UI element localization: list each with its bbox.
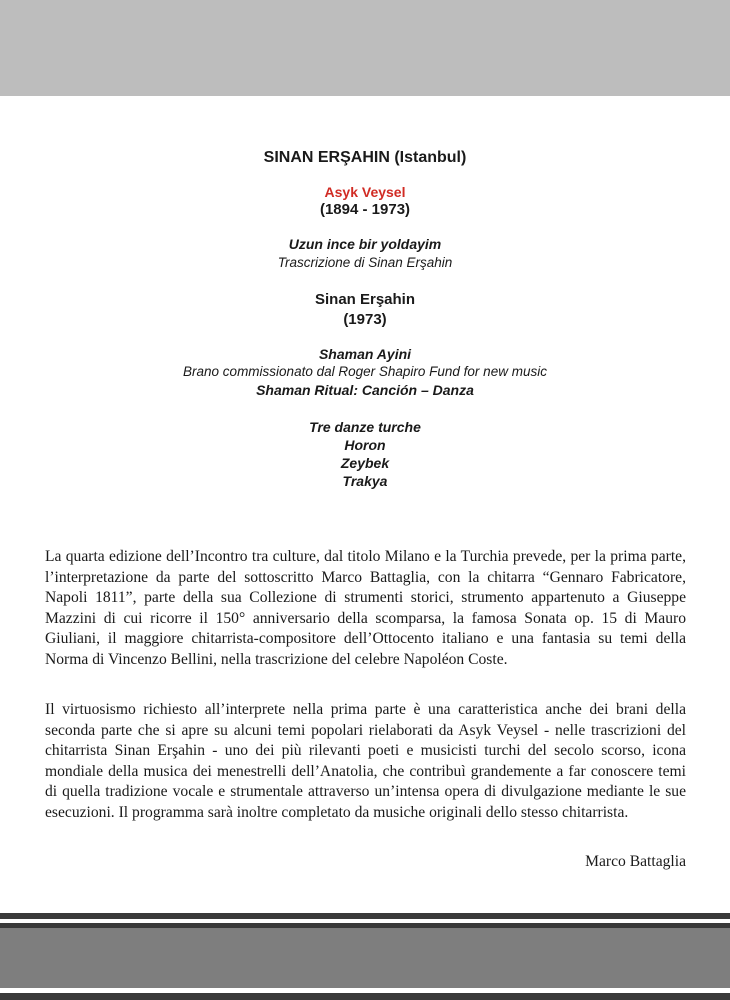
paragraph-second-part: Il virtuosismo richiesto all’interprete nella prima parte è una caratteristica anche dei brani della seconda parte che si apre su alcuni temi popolari rielaborati da Asyk Veysel - nelle trascrizioni del chitarrista Sinan Erşahin - uno dei più rilevanti poeti e musicisti turchi del secolo scorso, icona mondiale della musica dei menestrelli dell’Anatolia, che contribuì grandemente a far conoscere temi di quella tradizione vocale e strumentale attraverso un’intensa opera di divulgazione mediante le sue esecuzioni. Il programma sarà inoltre completato da musiche originali dello stesso chitarrista. (45, 701, 686, 821)
composer1-name: Asyk Veysel (324, 184, 406, 200)
composer2-work-title: Shaman Ayini (318, 346, 412, 362)
signature: Marco Battaglia (585, 853, 686, 870)
program-heading: SINAN ERŞAHIN (Istanbul) (263, 149, 467, 166)
composer1-work-title: Uzun ince bir yoldayim (288, 236, 442, 252)
composer2-work-note: Brano commissionato dal Roger Shapiro Fund for new music (183, 364, 547, 379)
composer2-dates: (1973) (343, 311, 387, 328)
suite-title: Tre danze turche (309, 419, 421, 435)
composer1-dates: (1894 - 1973) (319, 201, 411, 218)
composer2-work-subtitle: Shaman Ritual: Canción – Danza (256, 382, 474, 398)
header-band (0, 0, 730, 96)
suite-movement: Zeybek (340, 455, 390, 471)
composer1-work-note: Trascrizione di Sinan Erşahin (277, 255, 453, 270)
suite-movement: Trakya (342, 473, 388, 489)
composer2-name: Sinan Erşahin (314, 291, 416, 308)
footer-band (0, 928, 730, 988)
suite-movement: Horon (344, 437, 386, 453)
footer-rule (0, 913, 730, 919)
paragraph-intro: La quarta edizione dell’Incontro tra culture, dal titolo Milano e la Turchia prevede, per la prima parte, l’interpretazione da parte del sottoscritto Marco Battaglia, con la chitarra “Gennaro Fabricatore, Napoli 1811”, parte della sua Collezione di strumenti storici, strumento appartenuto a Giuseppe Mazzini di cui ricorre il 150° anniversario della scomparsa, la famosa Sonata op. 15 di Mauro Giuliani, il maggiore chitarrista-compositore dell’Ottocento italiano e una fantasia su temi della Norma di Vincenzo Bellini, nella trascrizione del celebre Napoléon Coste. (45, 548, 686, 668)
footer-rule (0, 993, 730, 1000)
